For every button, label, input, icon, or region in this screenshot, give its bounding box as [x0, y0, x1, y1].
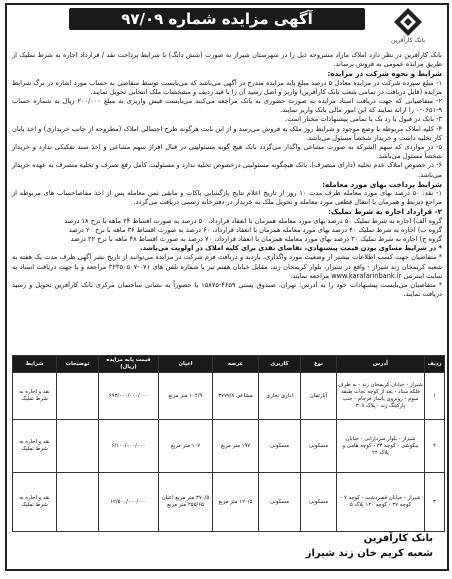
header-terms: شرایط — [13, 356, 57, 373]
header-arse: عرصه — [213, 356, 259, 373]
terms-item: ۴- کلیه املاک مربوطه با وضع موجود و شرایط روز ملک به فروش می‌رسد و از این بابت هرگونه طرح احتمالی املاک (مطروحه از جانب خریداری) و اخذ پایان کار تخلیه داشت و خریدار شخصاً مسئول می‌باشد. — [12, 124, 442, 142]
cell-notes — [57, 473, 99, 532]
note-item: * متقاضیان می‌بایست پیشنهادات خود را به آدرس: تهران، صندوق پستی ۴۶۵۹-۱۵۸۷۵ یا حضوراً به نشانی ساختمان مرکزی بانک کارآفرین تحویل و رسید دریافت نمایند. — [12, 281, 442, 299]
header-radif: ردیف — [425, 356, 445, 373]
note-item: * متقاضیان جهت کسب اطلاعات بیشتر از وضعیت مورد واگذاری، بازدید و دریافت فرم شرکت در مزایده می‌توانند از تاریخ نشر آگهی ظرف مدت یک هفته به شعبه کریمخان زند شیراز - واقع در شیراز، بلوار کریمخان زند، مقابل خیابان هفتم تیر یا شماره تلفن های ۰۷۱-۳۲۳۵۰۵۰۷ مراجعه و یا جهت دریافت اسناد به سایت اینترنتی www.karafarinbank.ir مراجعه نمایند. — [12, 253, 443, 280]
ad-title: آگهی مزایده شماره ۹۷/۰۹ — [69, 8, 365, 30]
cell-ayan: ۱۰۷ متر مربع — [159, 420, 213, 473]
cell-usage: مسکونی — [259, 420, 301, 473]
ad-footer — [306, 531, 433, 561]
terms-item: ۶- در خصوص املاک عدم تخلیه (دارای متصرف)، بانک هیچگونه مسئولیتی درخصوص تخلیه ندارد و مسئولیت کامل رفع تصرف و تخلیه متصرف به عهده خریدار می‌باشد. — [12, 161, 442, 179]
cell-price: ۱۲/۵۰۰/۰۰۰/۰۰۰ — [99, 473, 159, 532]
header-type: نوع — [301, 356, 337, 373]
bank-logo-icon — [393, 7, 423, 37]
table-row — [13, 473, 445, 532]
cell-type: آپارتمان — [301, 373, 337, 420]
cell-address: شیراز - خیابان قصردشت - کوچه ۷ - کوچه ۳۷ - کوچه ۱۲۰ پلاک ۵ — [337, 473, 425, 532]
terms-item: ۳- بانک در قبول یا رد یک یا تمامی پیشنهادات مختار است. — [285, 115, 442, 124]
header-address: آدرس — [337, 356, 425, 373]
lease-item: گروه ب) اجاره به شرط تملیک ۴۰ درصد بهای مورد معامله همزمان با انعقاد قرارداد، ۶۰ درصد به صورت اقساط ۳۶ ماهه با نرخ ۲۰ درصد — [68, 225, 442, 234]
header-notes: توضیحات — [57, 356, 99, 373]
cell-price: ۶/۱۰۰/۰۰۰/۰۰۰ — [99, 420, 159, 473]
cell-terms: نقد و اجاره به شرط تملیک — [13, 420, 57, 473]
section-lease-heading: ۲- قرارداد اجاره به شرط تملیک: — [328, 207, 442, 217]
terms-item: ۲- متقاضیانی که جهت دریافت اسناد مزایده به صورت حضوری به بانک مراجعه می‌کنند می‌بایست فیش واریزی به مبلغ ۲۰۰/۰۰۰ ریال به شماره حساب ۹-۰۶۵۱-۰ را ارائه نمایند که این امور مالی بانک واریز نمایند. — [12, 97, 442, 115]
footer-bank-name: بانک کارآفرین — [363, 533, 433, 544]
cell-ayan: ۱۰۴/۹ متر مربع — [159, 373, 213, 420]
cell-radif: ۲ — [425, 420, 445, 473]
footer-branch-name: شعبه کریم خان زند شیراز — [305, 548, 433, 559]
properties-table — [12, 355, 445, 532]
cell-type: مسکونی — [301, 473, 337, 532]
table-header-row — [13, 356, 445, 373]
ad-page — [5, 3, 449, 571]
cell-notes — [57, 420, 99, 473]
note-item: * در شرایط مساوی بودن قیمت پیشنهادی، تقاضای نقدی برای کلیه املاک در اولویت می‌باشد. — [140, 244, 442, 253]
cell-arse: ۱۹۷ متر مربع — [213, 420, 259, 473]
bank-logo-caption: بانک کارآفرین — [390, 37, 426, 44]
intro-paragraph: بانک کارآفرین در نظر دارد املاک مازاد مشروحه ذیل را در شهرستان شیراز به صورت (شش دانگ) با شرایط پرداخت نقد / قرارداد اجاره به شرط تملیک از طریق مزایده عمومی به فروش برساند. — [12, 51, 442, 69]
cell-radif: ۳ — [425, 473, 445, 532]
ad-body — [12, 51, 442, 299]
cell-radif: ۱ — [425, 373, 445, 420]
section-payment-heading: شرایط پرداخت بهای مورد معامله: — [322, 179, 442, 189]
lease-item: گروه ج) اجاره به شرط تملیک ۳۰ درصد بهای مورد معامله همزمان با انعقاد قرارداد، ۷۰ درصد به صورت اقساط ۴۸ ماهه با نرخ ۲۲ درصد — [70, 235, 442, 244]
header-price: قیمت پایه مزایده (ریال) — [99, 356, 159, 373]
bank-logo — [373, 7, 443, 47]
cell-terms: نقد و اجاره به شرط تملیک — [13, 473, 57, 532]
terms-item: ۱- مبلغ سپرده شرکت در مزایده معادل ۵ درصد مبلغ پایه مزایده مندرج در آگهی می‌باشد که می‌بایست توسط متقاضی به حساب مورد اشاره در برگ شرایط مزایده (قابل دریافت در تمامی شعب بانک کارآفرین) واریز و اصل رسید آن را با قید ردیف و مشخصات ملک انتخابی تحویل نمایند. — [12, 78, 442, 96]
ad-header — [9, 7, 445, 47]
header-usage: کاربری — [259, 356, 301, 373]
cell-address: شیراز - خیابان کریمخان زند - به طرف فلکه ستاد - بعد از کوچه نجات طبقه سوم - روبروی پاساژ فرجام - جنب پارکینگ زند - پلاک ۳۰۸ — [337, 373, 425, 420]
terms-item: ۵- در مواردی که سهم الشرکه به صورت مشاعی واگذار می‌گردد بانک هیچ گونه مسئولیتی در قبال افراز سهم مشاعی و اخذ سند تفکیکی ندارد و خریدار شخصاً مسئول می‌باشد. — [12, 143, 442, 161]
cell-terms: نقد و اجاره به شرط تملیک — [13, 373, 57, 420]
table-row — [13, 373, 445, 420]
cell-type: مسکونی — [301, 420, 337, 473]
payment-item: ۱- نقد: ۵۰ درصد بهای مورد معامله ظرف مدت ۱۰ روز از تاریخ اعلام نتایج بازگشایی پاکات و مابقی ثمن معامله پس از اخذ مفاصاحساب های مربوطه از مراجع ذیربط و همزمان با انتقال قطعی مورد معامله و تحویل ملک به خریدار در دفترخانه رسمی دریافت می‌گردد. — [12, 189, 442, 207]
cell-usage: اداری تجاری — [259, 373, 301, 420]
header-ayan: اعیان — [159, 356, 213, 373]
section-terms-heading: شرایط و نحوه شرکت در مزایده: — [327, 69, 442, 79]
cell-arse: ۱۲۰/۵ متر مربع — [213, 473, 259, 532]
cell-address: شیراز - بلوار سردارانی - خیابان بیکوشی - کوچه ۳۴ - کوچه هامی و پلاک ۲۴ — [337, 420, 425, 473]
lease-item: گروه الف) اجاره به شرط تملیک ۵۰ درصد بهای مورد معامله همزمان با انعقاد قرارداد، ۵۰ درصد به صورت اقساط ۲۴ ماهه با نرخ ۱۸ درصد — [64, 216, 442, 225]
cell-price: ۶۹۳/۰۰۰/۰۰۰/۰۰۰ — [99, 373, 159, 420]
cell-arse: مشاعی ۳۷۷۷/۸ — [213, 373, 259, 420]
cell-ayan: ۳۷۰/۵ متر مربع اعیان ۲۵۵/۶۵ متر مربع — [159, 473, 213, 532]
table-row — [13, 420, 445, 473]
cell-usage: مسکونی — [259, 473, 301, 532]
cell-notes — [57, 373, 99, 420]
